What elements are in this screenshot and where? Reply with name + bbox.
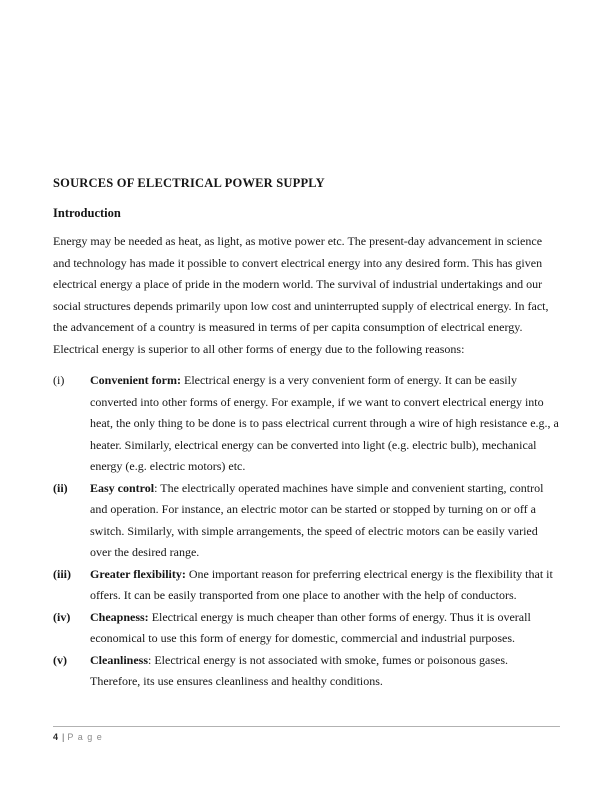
list-item-text: : Electrical energy is not associated with smoke, fumes or poisonous gases. Therefore, its use ensures cleanliness and healthy conditions. — [90, 652, 509, 688]
list-item — [53, 370, 560, 478]
list-item-label: Greater flexibility: — [90, 566, 186, 581]
list-item-body — [90, 564, 560, 607]
list-item-label: Cheapness: — [90, 609, 149, 624]
list-item — [53, 650, 560, 693]
list-item-text: : The electrically operated machines have simple and convenient starting, control and operation. For instance, an electric motor can be started or stopped by turning on or off a switch. Similarly, with simple arrangements, the speed of electric motors can be easily varied over the desired range. — [90, 480, 544, 559]
list-item-marker: (ii) — [53, 480, 68, 495]
footer-separator: | — [62, 732, 65, 742]
list-item-marker: (v) — [53, 652, 67, 667]
list-item — [53, 478, 560, 564]
intro-paragraph: Energy may be needed as heat, as light, as motive power etc. The present-day advancement in science and technology has made it possible to convert electrical energy into any desired form. This has given electrical energy a place of pride in the modern world. The survival of industrial undertakings and our social structures depends primarily upon low cost and uninterrupted supply of electrical energy. In fact, the advancement of a country is measured in terms of per capita consumption of electrical energy. Electrical energy is superior to all other forms of energy due to the following reasons: — [53, 234, 549, 356]
list-item — [53, 607, 560, 650]
list-item-label: Cleanliness — [90, 652, 149, 667]
list-item-marker: (iv) — [53, 609, 71, 624]
list-item-body — [90, 370, 560, 478]
list-item-body — [90, 478, 560, 564]
list-item-body — [90, 607, 560, 650]
list-item-label: Convenient form: — [90, 373, 181, 387]
document-page — [53, 177, 560, 693]
list-item-marker: (i) — [53, 373, 65, 387]
list-item — [53, 564, 560, 607]
list-item-text: One important reason for preferring electrical energy is the flexibility that it offers. It can be easily transported from one place to another with the help of conductors. — [90, 566, 553, 602]
list-item-marker: (iii) — [53, 566, 71, 581]
footer-page-number: 4 — [53, 732, 59, 742]
list-item-text: Electrical energy is much cheaper than other forms of energy. Thus it is overall economical to use this form of energy for domestic, commercial and industrial purposes. — [90, 609, 531, 645]
list-item-label: Easy control — [90, 480, 155, 495]
section-heading: Introduction — [53, 206, 121, 220]
footer-page-label: P a g e — [67, 732, 103, 742]
list-item-body — [90, 650, 560, 693]
reasons-list — [53, 370, 560, 693]
page-title: SOURCES OF ELECTRICAL POWER SUPPLY — [53, 176, 325, 190]
page-footer — [53, 726, 560, 742]
list-item-text: Electrical energy is a very convenient form of energy. It can be easily converted into other forms of energy. For example, if we want to convert electrical energy into heat, the only thing to be done is to pass electrical current through a wire of high resistance e.g., a heater. Similarly, electrical energy can be converted into light (e.g. electric bulb), mechanical energy (e.g. electric motors) etc. — [90, 373, 559, 473]
